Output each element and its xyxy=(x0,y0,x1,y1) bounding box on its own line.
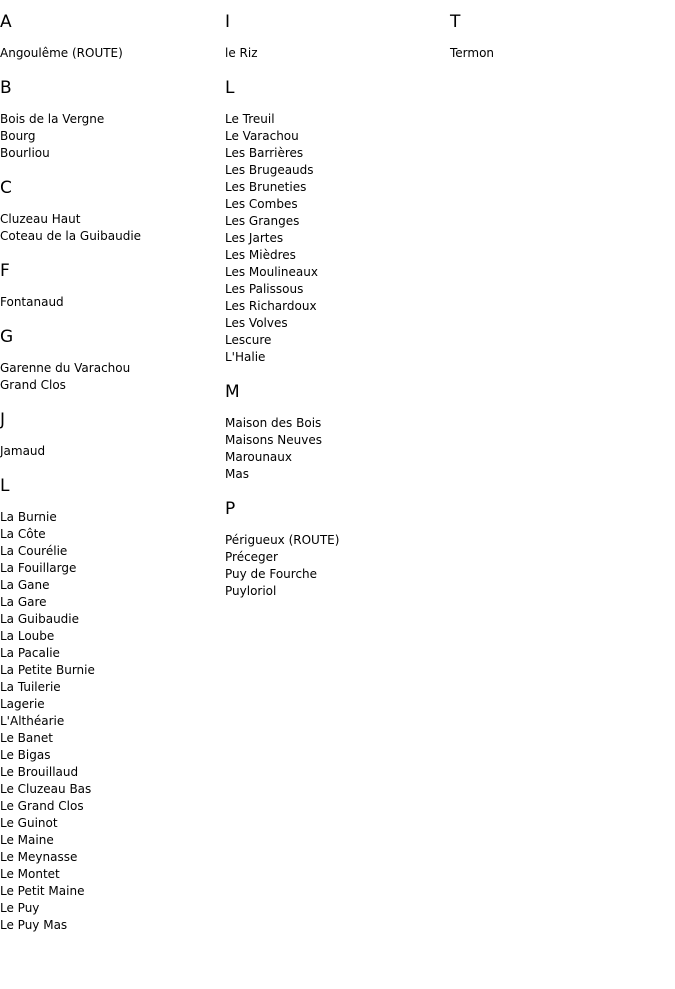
place-name: Jamaud xyxy=(0,444,46,458)
section-letter-heading: I xyxy=(225,12,231,32)
place-list xyxy=(450,45,670,62)
place-name: Grand Clos xyxy=(0,378,66,392)
place-name: Garenne du Varachou xyxy=(0,361,131,375)
place-name: Le Treuil xyxy=(225,112,275,126)
section-letter-heading: A xyxy=(0,12,12,32)
place-name: Les Combes xyxy=(225,197,298,211)
place-name: Coteau de la Guibaudie xyxy=(0,229,142,243)
place-name: La Loube xyxy=(0,629,55,643)
letter-section xyxy=(0,410,220,460)
place-name: Préceger xyxy=(225,550,278,564)
place-name: Bourg xyxy=(0,129,36,143)
place-name: Maisons Neuves xyxy=(225,433,323,447)
letter-section xyxy=(225,382,445,483)
place-name: Les Granges xyxy=(225,214,300,228)
place-name: La Burnie xyxy=(0,510,57,524)
place-list xyxy=(0,443,220,460)
place-name: La Pacalie xyxy=(0,646,60,660)
place-name: Les Richardoux xyxy=(225,299,317,313)
section-letter-heading: F xyxy=(0,261,10,281)
place-name: La Fouillarge xyxy=(0,561,77,575)
letter-section xyxy=(450,12,670,62)
place-name: Le Puy xyxy=(0,901,40,915)
place-name: Le Montet xyxy=(0,867,60,881)
place-name: Les Mièdres xyxy=(225,248,296,262)
place-name: Lagerie xyxy=(0,697,45,711)
place-name: Le Brouillaud xyxy=(0,765,79,779)
place-list xyxy=(0,509,220,934)
place-name: Périgueux (ROUTE) xyxy=(225,533,340,547)
place-name: La Guibaudie xyxy=(0,612,80,626)
index-column-2 xyxy=(225,12,445,616)
place-name: Les Volves xyxy=(225,316,288,330)
section-letter-heading: M xyxy=(225,382,240,402)
place-name: Les Bruneties xyxy=(225,180,307,194)
place-list xyxy=(225,532,445,600)
index-column-3 xyxy=(450,12,670,78)
place-name: L'Halie xyxy=(225,350,266,364)
place-name: Le Meynasse xyxy=(0,850,78,864)
place-name: Termon xyxy=(450,46,495,60)
section-letter-heading: P xyxy=(225,499,236,519)
index-column-1 xyxy=(0,12,220,950)
place-list xyxy=(0,360,220,394)
place-name: La Petite Burnie xyxy=(0,663,95,677)
place-name: La Courélie xyxy=(0,544,68,558)
place-name: Puy de Fourche xyxy=(225,567,318,581)
section-letter-heading: T xyxy=(450,12,461,32)
letter-section xyxy=(225,78,445,366)
place-name: Le Bigas xyxy=(0,748,51,762)
place-name: Les Brugeauds xyxy=(225,163,314,177)
section-letter-heading: J xyxy=(0,410,6,430)
place-name: Le Cluzeau Bas xyxy=(0,782,92,796)
place-name: Le Maine xyxy=(0,833,54,847)
place-name: le Riz xyxy=(225,46,258,60)
place-name: Le Petit Maine xyxy=(0,884,85,898)
place-name: La Côte xyxy=(0,527,46,541)
place-list xyxy=(225,111,445,366)
place-name: Lescure xyxy=(225,333,272,347)
place-name: Les Palissous xyxy=(225,282,304,296)
place-list xyxy=(225,45,445,62)
place-name: Les Jartes xyxy=(225,231,284,245)
place-name: Marounaux xyxy=(225,450,292,464)
place-name: Angoulême (ROUTE) xyxy=(0,46,123,60)
section-letter-heading: G xyxy=(0,327,14,347)
letter-section xyxy=(225,12,445,62)
letter-section xyxy=(0,12,220,62)
place-name: La Gane xyxy=(0,578,50,592)
section-letter-heading: L xyxy=(0,476,10,496)
place-name: Bois de la Vergne xyxy=(0,112,105,126)
place-name: Le Puy Mas xyxy=(0,918,68,932)
place-list xyxy=(0,111,220,162)
place-name: Bourliou xyxy=(0,146,50,160)
letter-section xyxy=(0,261,220,311)
place-name: Le Guinot xyxy=(0,816,58,830)
section-letter-heading: B xyxy=(0,78,12,98)
place-name: Maison des Bois xyxy=(225,416,322,430)
place-name: La Tuilerie xyxy=(0,680,61,694)
place-name: Le Varachou xyxy=(225,129,299,143)
letter-section xyxy=(225,499,445,600)
letter-section xyxy=(0,178,220,245)
letter-section xyxy=(0,327,220,394)
place-name: Fontanaud xyxy=(0,295,64,309)
letter-section xyxy=(0,78,220,162)
section-letter-heading: C xyxy=(0,178,12,198)
place-list xyxy=(0,211,220,245)
place-name: Mas xyxy=(225,467,249,481)
place-list xyxy=(225,415,445,483)
place-name: Puyloriol xyxy=(225,584,277,598)
place-name: Le Grand Clos xyxy=(0,799,84,813)
place-name: L'Althéarie xyxy=(0,714,65,728)
place-name: Cluzeau Haut xyxy=(0,212,81,226)
place-name: Les Moulineaux xyxy=(225,265,318,279)
letter-section xyxy=(0,476,220,934)
place-name: Le Banet xyxy=(0,731,53,745)
place-name: Les Barrières xyxy=(225,146,304,160)
place-list xyxy=(0,45,220,62)
place-list xyxy=(0,294,220,311)
section-letter-heading: L xyxy=(225,78,235,98)
place-name: La Gare xyxy=(0,595,47,609)
